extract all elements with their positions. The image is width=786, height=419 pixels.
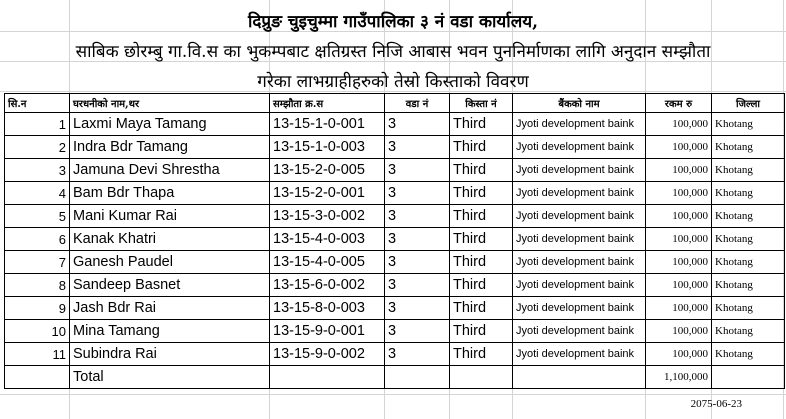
installment-cell[interactable]: Third xyxy=(450,343,513,366)
amount-cell[interactable]: 100,000 xyxy=(646,205,712,228)
amount-cell[interactable]: 100,000 xyxy=(646,343,712,366)
owner-name-cell[interactable]: Mina Tamang xyxy=(70,320,270,343)
amount-cell[interactable]: 100,000 xyxy=(646,228,712,251)
bank-name-cell[interactable]: Jyoti development baink xyxy=(513,251,646,274)
installment-cell[interactable]: Third xyxy=(450,274,513,297)
subtitle-line: साबिक छोरम्बु गा.वि.स का भुकम्पबाट क्षतिग्रस्त निजि आबास भवन पुननिर्माणका लागि अनुदान सम्झौता xyxy=(75,42,711,62)
amount-cell[interactable]: 100,000 xyxy=(646,182,712,205)
bank-name-cell[interactable]: Jyoti development baink xyxy=(513,136,646,159)
owner-name-cell[interactable]: Sandeep Basnet xyxy=(70,274,270,297)
table-row xyxy=(5,274,785,297)
total-empty-cell[interactable] xyxy=(270,366,385,389)
col-header-name[interactable]: घरधनीको नाम,थर xyxy=(70,94,270,113)
table-row xyxy=(5,251,785,274)
bank-name-cell[interactable]: Jyoti development baink xyxy=(513,113,646,136)
bank-name-cell[interactable]: Jyoti development baink xyxy=(513,228,646,251)
ward-number-cell[interactable]: 3 xyxy=(385,136,450,159)
total-label[interactable]: Total xyxy=(70,366,270,389)
col-header-district[interactable]: जिल्ला xyxy=(712,94,785,113)
district-cell[interactable]: Khotang xyxy=(712,205,785,228)
total-amount[interactable]: 1,100,000 xyxy=(646,366,712,389)
agreement-number-cell[interactable]: 13-15-9-0-002 xyxy=(270,343,385,366)
serial-number-cell[interactable]: 10 xyxy=(5,320,70,343)
serial-number-cell[interactable]: 2 xyxy=(5,136,70,159)
table-row xyxy=(5,297,785,320)
agreement-number-cell[interactable]: 13-15-9-0-001 xyxy=(270,320,385,343)
district-cell[interactable]: Khotang xyxy=(712,113,785,136)
header-row xyxy=(5,94,785,113)
col-header-installment[interactable]: किस्ता नं xyxy=(450,94,513,113)
installment-cell[interactable]: Third xyxy=(450,113,513,136)
owner-name-cell[interactable]: Subindra Rai xyxy=(70,343,270,366)
owner-name-cell[interactable]: Laxmi Maya Tamang xyxy=(70,113,270,136)
owner-name-cell[interactable]: Ganesh Paudel xyxy=(70,251,270,274)
col-header-amount[interactable]: रकम रु xyxy=(646,94,712,113)
amount-cell[interactable]: 100,000 xyxy=(646,251,712,274)
district-cell[interactable]: Khotang xyxy=(712,297,785,320)
installment-cell[interactable]: Third xyxy=(450,251,513,274)
owner-name-cell[interactable]: Jash Bdr Rai xyxy=(70,297,270,320)
serial-number-cell[interactable]: 11 xyxy=(5,343,70,366)
subtitle-line-2: गरेका लाभग्राहीहरुको तेस्रो किस्ताको विवरण xyxy=(257,72,529,92)
agreement-number-cell[interactable]: 13-15-1-0-001 xyxy=(270,113,385,136)
installment-cell[interactable]: Third xyxy=(450,182,513,205)
installment-cell[interactable]: Third xyxy=(450,159,513,182)
district-cell[interactable]: Khotang xyxy=(712,320,785,343)
owner-name-cell[interactable]: Indra Bdr Tamang xyxy=(70,136,270,159)
ward-number-cell[interactable]: 3 xyxy=(385,159,450,182)
bank-name-cell[interactable]: Jyoti development baink xyxy=(513,182,646,205)
table-row xyxy=(5,136,785,159)
district-cell[interactable]: Khotang xyxy=(712,228,785,251)
report-date: 2075-06-23 xyxy=(690,398,742,410)
owner-name-cell[interactable]: Bam Bdr Thapa xyxy=(70,182,270,205)
agreement-number-cell[interactable]: 13-15-4-0-003 xyxy=(270,228,385,251)
owner-name-cell[interactable]: Jamuna Devi Shrestha xyxy=(70,159,270,182)
amount-cell[interactable]: 100,000 xyxy=(646,136,712,159)
amount-cell[interactable]: 100,000 xyxy=(646,274,712,297)
bank-name-cell[interactable]: Jyoti development baink xyxy=(513,297,646,320)
installment-cell[interactable]: Third xyxy=(450,205,513,228)
installment-cell[interactable]: Third xyxy=(450,297,513,320)
serial-number-cell[interactable]: 3 xyxy=(5,159,70,182)
ward-number-cell[interactable]: 3 xyxy=(385,297,450,320)
ward-number-cell[interactable]: 3 xyxy=(385,228,450,251)
serial-number-cell[interactable]: 9 xyxy=(5,297,70,320)
ward-number-cell[interactable]: 3 xyxy=(385,274,450,297)
table-row xyxy=(5,205,785,228)
agreement-number-cell[interactable]: 13-15-4-0-005 xyxy=(270,251,385,274)
table-row xyxy=(5,113,785,136)
bank-name-cell[interactable]: Jyoti development baink xyxy=(513,343,646,366)
total-empty-cell[interactable] xyxy=(385,366,450,389)
installment-cell[interactable]: Third xyxy=(450,228,513,251)
bank-name-cell[interactable]: Jyoti development baink xyxy=(513,274,646,297)
amount-cell[interactable]: 100,000 xyxy=(646,320,712,343)
agreement-number-cell[interactable]: 13-15-3-0-002 xyxy=(270,205,385,228)
ward-number-cell[interactable]: 3 xyxy=(385,205,450,228)
bank-name-cell[interactable]: Jyoti development baink xyxy=(513,320,646,343)
table-row xyxy=(5,228,785,251)
table-row xyxy=(5,182,785,205)
district-cell[interactable]: Khotang xyxy=(712,274,785,297)
table-row xyxy=(5,159,785,182)
ward-number-cell[interactable]: 3 xyxy=(385,343,450,366)
serial-number-cell[interactable]: 8 xyxy=(5,274,70,297)
agreement-number-cell[interactable]: 13-15-1-0-003 xyxy=(270,136,385,159)
ward-number-cell[interactable]: 3 xyxy=(385,182,450,205)
col-header-agreement[interactable]: सम्झौता क्र.स xyxy=(270,94,385,113)
col-header-bank[interactable]: बैंकको नाम xyxy=(513,94,646,113)
total-sn-cell[interactable] xyxy=(5,366,70,389)
ward-number-cell[interactable]: 3 xyxy=(385,251,450,274)
beneficiary-table xyxy=(4,93,785,389)
serial-number-cell[interactable]: 7 xyxy=(5,251,70,274)
owner-name-cell[interactable]: Kanak Khatri xyxy=(70,228,270,251)
col-header-ward[interactable]: वडा नं xyxy=(385,94,450,113)
office-title: दिप्रुङ चुइचुम्मा गाउँपालिका ३ नं वडा कार्यालय, xyxy=(247,12,539,32)
bank-name-cell[interactable]: Jyoti development baink xyxy=(513,205,646,228)
ward-number-cell[interactable]: 3 xyxy=(385,113,450,136)
serial-number-cell[interactable]: 1 xyxy=(5,113,70,136)
installment-cell[interactable]: Third xyxy=(450,136,513,159)
total-empty-cell[interactable] xyxy=(712,366,785,389)
total-empty-cell[interactable] xyxy=(513,366,646,389)
amount-cell[interactable]: 100,000 xyxy=(646,159,712,182)
total-empty-cell[interactable] xyxy=(450,366,513,389)
table-row xyxy=(5,320,785,343)
installment-cell[interactable]: Third xyxy=(450,320,513,343)
amount-cell[interactable]: 100,000 xyxy=(646,113,712,136)
district-cell[interactable]: Khotang xyxy=(712,251,785,274)
table-row xyxy=(5,343,785,366)
district-cell[interactable]: Khotang xyxy=(712,343,785,366)
ward-number-cell[interactable]: 3 xyxy=(385,320,450,343)
agreement-number-cell[interactable]: 13-15-8-0-003 xyxy=(270,297,385,320)
serial-number-cell[interactable]: 6 xyxy=(5,228,70,251)
col-header-sn[interactable]: सि.न xyxy=(5,94,70,113)
serial-number-cell[interactable]: 5 xyxy=(5,205,70,228)
bank-name-cell[interactable]: Jyoti development baink xyxy=(513,159,646,182)
agreement-number-cell[interactable]: 13-15-2-0-001 xyxy=(270,182,385,205)
district-cell[interactable]: Khotang xyxy=(712,136,785,159)
agreement-number-cell[interactable]: 13-15-6-0-002 xyxy=(270,274,385,297)
agreement-number-cell[interactable]: 13-15-2-0-005 xyxy=(270,159,385,182)
total-row xyxy=(5,366,785,389)
owner-name-cell[interactable]: Mani Kumar Rai xyxy=(70,205,270,228)
district-cell[interactable]: Khotang xyxy=(712,182,785,205)
serial-number-cell[interactable]: 4 xyxy=(5,182,70,205)
district-cell[interactable]: Khotang xyxy=(712,159,785,182)
amount-cell[interactable]: 100,000 xyxy=(646,297,712,320)
